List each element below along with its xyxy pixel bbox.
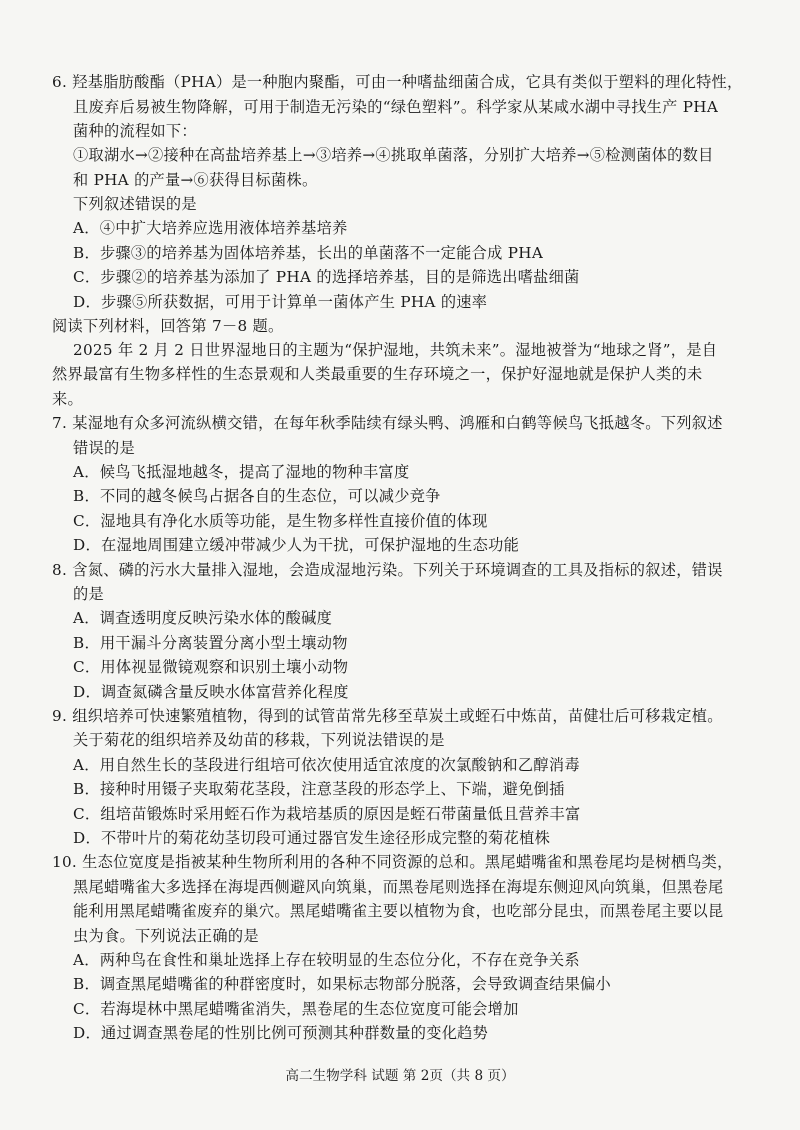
- q10-stem-line-2: 黑尾蜡嘴雀大多选择在海堤西侧避风向筑巢，而黑卷尾则选择在海堤东侧迎风向筑巢，但黑卷尾: [73, 878, 724, 896]
- q8-option-c: C．用体视显微镜观察和识别土壤小动物: [73, 658, 349, 676]
- q6-option-b: B．步骤③的培养基为固体培养基，长出的单菌落不一定能合成 PHA: [73, 244, 544, 262]
- q6-stem-line-1: 6. 羟基脂肪酸酯（PHA）是一种胞内聚酯，可由一种嗜盐细菌合成，它具有类似于塑料的理化特性，: [52, 73, 743, 91]
- q8-option-a: A．调查透明度反映污染水体的酸碱度: [73, 609, 333, 627]
- q9-stem-line-2: 关于菊花的组织培养及幼苗的移栽，下列说法错误的是: [73, 731, 445, 749]
- q6-option-c: C．步骤②的培养基为添加了 PHA 的选择培养基，目的是筛选出嗜盐细菌: [73, 268, 580, 286]
- q8-option-b: B．用干漏斗分离装置分离小型土壤动物: [73, 634, 348, 652]
- q6-process-line-1: ①取湖水→②接种在高盐培养基上→③培养→④挑取单菌落，分别扩大培养→⑤检测菌体的数目: [73, 146, 714, 164]
- q10-option-a: A．两种鸟在食性和巢址选择上存在较明显的生态位分化，不存在竞争关系: [73, 951, 580, 969]
- q7-stem-line-2: 错误的是: [73, 439, 135, 457]
- material-intro: 阅读下列材料，回答第 7－8 题。: [52, 317, 284, 335]
- q7-option-d: D．在湿地周围建立缓冲带减少人为干扰，可保护湿地的生态功能: [73, 536, 520, 554]
- q6-option-d: D．步骤⑤所获数据，可用于计算单一菌体产生 PHA 的速率: [73, 293, 488, 311]
- q7-option-a: A．候鸟飞抵湿地越冬，提高了湿地的物种丰富度: [73, 463, 410, 481]
- q7-stem-line-1: 7. 某湿地有众多河流纵横交错，在每年秋季陆续有绿头鸭、鸿雁和白鹤等候鸟飞抵越冬。下列叙述: [52, 414, 723, 432]
- q9-option-c: C．组培苗锻炼时采用蛭石作为栽培基质的原因是蛭石带菌量低且营养丰富: [73, 805, 581, 823]
- q10-option-d: D．通过调查黑卷尾的性别比例可预测其种群数量的变化趋势: [73, 1024, 489, 1042]
- q10-option-b: B．调查黑尾蜡嘴雀的种群密度时，如果标志物部分脱落，会导致调查结果偏小: [73, 975, 612, 993]
- page-footer: 高二生物学科 试题 第 2页（共 8 页）: [285, 1068, 515, 1084]
- q6-option-a: A．④中扩大培养应选用液体培养基培养: [73, 219, 348, 237]
- q10-stem-line-4: 虫为食。下列说法正确的是: [73, 927, 259, 945]
- q8-stem-line-1: 8. 含氮、磷的污水大量排入湿地，会造成湿地污染。下列关于环境调查的工具及指标的叙述，错误: [52, 561, 723, 579]
- q9-option-d: D．不带叶片的菊花幼茎切段可通过器官发生途径形成完整的菊花植株: [73, 829, 551, 847]
- q10-option-c: C．若海堤林中黑尾蜡嘴雀消失，黑卷尾的生态位宽度可能会增加: [73, 1000, 519, 1018]
- q8-stem-line-2: 的是: [73, 585, 104, 603]
- q9-stem-line-1: 9. 组织培养可快速繁殖植物，得到的试管苗常先移至草炭土或蛭石中炼苗，苗健壮后可移栽定植。: [52, 707, 723, 725]
- q6-process-line-2: 和 PHA 的产量→⑥获得目标菌株。: [73, 171, 318, 189]
- material-line-1: 2025 年 2 月 2 日世界湿地日的主题为“保护湿地，共筑未来”。湿地被誉为“地球之肾”，是自: [73, 341, 718, 359]
- q7-option-c: C．湿地具有净化水质等功能，是生物多样性直接价值的体现: [73, 512, 488, 530]
- q9-option-b: B．接种时用镊子夹取菊花茎段，注意茎段的形态学上、下端，避免倒插: [73, 780, 565, 798]
- material-line-3: 来。: [52, 390, 83, 408]
- q9-option-a: A．用自然生长的茎段进行组培可依次使用适宜浓度的次氯酸钠和乙醇消毒: [73, 756, 580, 774]
- q6-stem-line-2: 且废弃后易被生物降解，可用于制造无污染的“绿色塑料”。科学家从某咸水湖中寻找生产 PHA: [73, 98, 719, 116]
- q7-option-b: B．不同的越冬候鸟占据各自的生态位，可以减少竞争: [73, 487, 441, 505]
- q10-stem-line-3: 能利用黑尾蜡嘴雀废弃的巢穴。黑尾蜡嘴雀主要以植物为食，也吃部分昆虫，而黑卷尾主要以昆: [73, 902, 724, 920]
- material-line-2: 然界最富有生物多样性的生态景观和人类最重要的生存环境之一，保护好湿地就是保护人类的未: [52, 365, 703, 383]
- q6-stem-line-3: 菌种的流程如下：: [73, 122, 197, 140]
- q10-stem-line-1: 10. 生态位宽度是指被某种生物所利用的各种不同资源的总和。黑尾蜡嘴雀和黑卷尾均是树栖鸟类，: [52, 853, 733, 871]
- q8-option-d: D．调查氮磷含量反映水体富营养化程度: [73, 683, 349, 701]
- q6-question: 下列叙述错误的是: [73, 195, 197, 213]
